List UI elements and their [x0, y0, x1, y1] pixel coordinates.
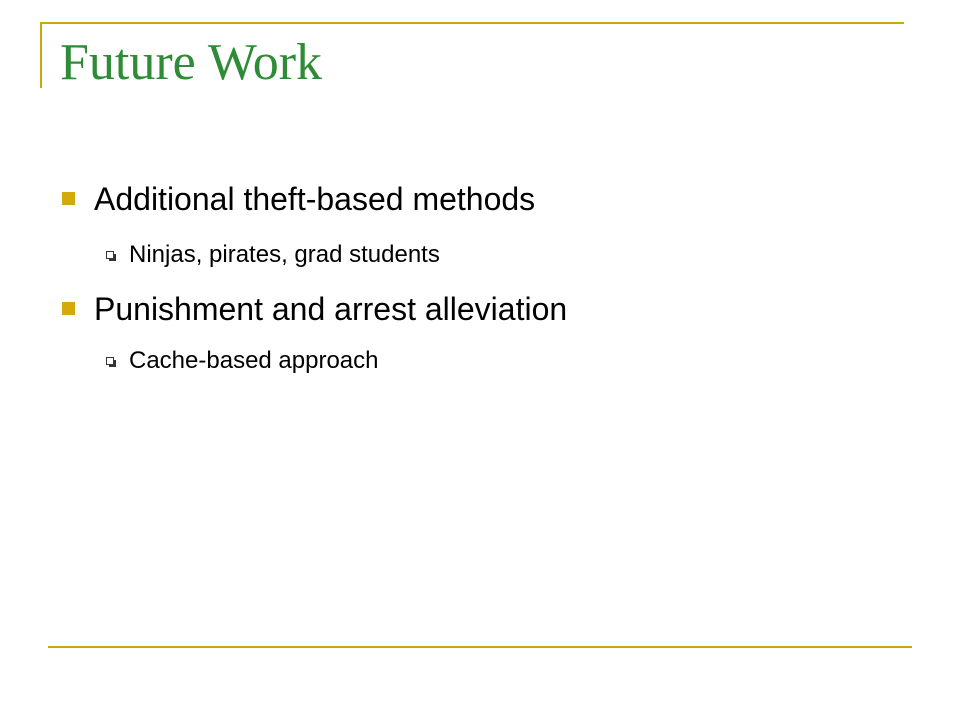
- slide-title: Future Work: [60, 34, 323, 91]
- hollow-square-bullet-icon: [106, 357, 114, 365]
- sub-bullet-text: Cache-based approach: [129, 347, 379, 374]
- bottom-rule: [48, 646, 912, 648]
- square-bullet-icon: [62, 192, 75, 205]
- sub-bullet-text: Ninjas, pirates, grad students: [129, 241, 440, 268]
- bullet-text: Punishment and arrest alleviation: [94, 291, 568, 327]
- bullet-text: Additional theft-based methods: [94, 181, 536, 217]
- hollow-square-bullet-icon: [106, 251, 114, 259]
- square-bullet-icon: [62, 302, 75, 315]
